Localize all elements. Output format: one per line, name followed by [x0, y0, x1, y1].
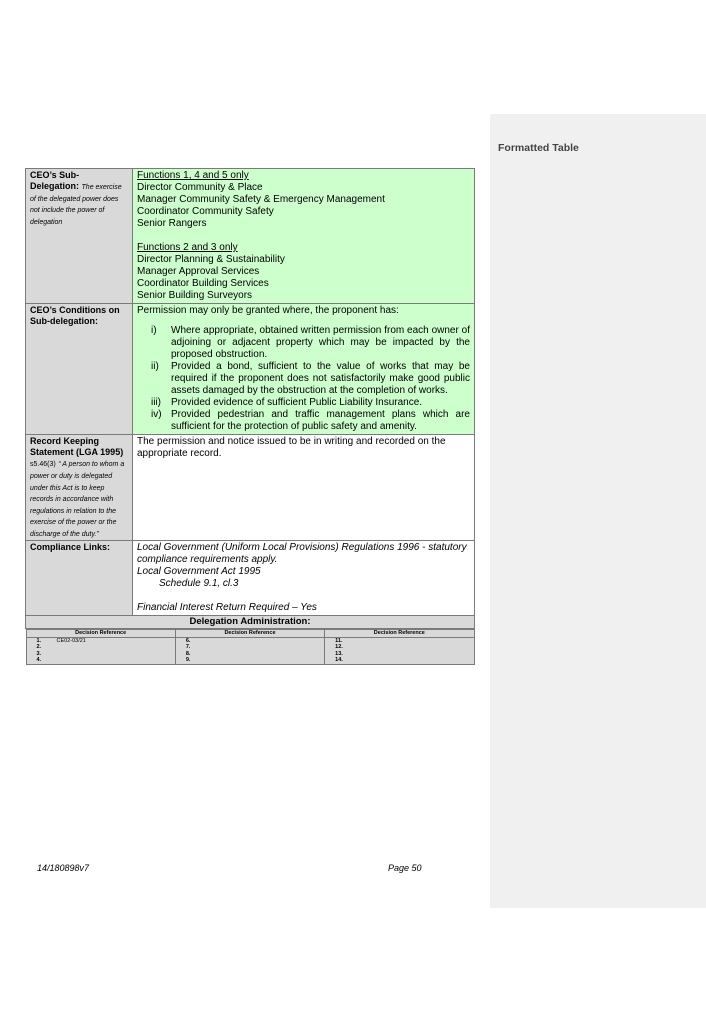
record-keeping-row	[26, 435, 475, 541]
record-keeping-label: Record Keeping Statement (LGA 1995)	[30, 436, 124, 457]
admin-col-header: Decision Reference	[325, 630, 474, 638]
compliance-line: Financial Interest Return Required – Yes	[137, 602, 317, 613]
conditions-intro: Permission may only be granted where, the proponent has:	[137, 305, 399, 316]
condition-item: iv) Provided pedestrian and traffic management plans which are sufficient for the protection of public safety and amenity.	[151, 409, 470, 432]
conditions-value-cell	[133, 304, 475, 435]
group1-item: Manager Community Safety & Emergency Management	[137, 194, 385, 205]
admin-title: Delegation Administration:	[26, 616, 475, 629]
compliance-value-cell	[133, 541, 475, 616]
condition-item: i) Where appropriate, obtained written permission from each owner of adjoining or adjacent property which may be impacted by the proposed obstruction.	[151, 325, 470, 360]
delegation-table	[25, 168, 475, 665]
admin-column-2: 6. 7. 8. 9.	[175, 637, 324, 664]
comment-pane	[490, 114, 706, 908]
group1-item: Senior Rangers	[137, 218, 207, 229]
compliance-label: Compliance Links:	[26, 541, 133, 616]
admin-col-header: Decision Reference	[175, 630, 324, 638]
group2-item: Senior Building Surveyors	[137, 290, 253, 301]
record-keeping-ref: s5.46(3)	[30, 461, 56, 468]
admin-col-header: Decision Reference	[26, 630, 175, 638]
condition-item: iii) Provided evidence of sufficient Public Liability Insurance.	[151, 397, 423, 408]
compliance-line: Local Government Act 1995	[137, 566, 261, 577]
record-keeping-label-cell	[26, 435, 133, 541]
group1-heading: Functions 1, 4 and 5 only	[137, 170, 249, 181]
group2-item: Manager Approval Services	[137, 266, 260, 277]
admin-title-row	[26, 616, 475, 629]
compliance-line: Schedule 9.1, cl.3	[159, 578, 239, 589]
condition-item: ii) Provided a bond, sufficient to the value of works that may be required if the proponent does not satisfactorily make good public assets damaged by the obstruction at the completion of works.	[151, 361, 470, 396]
sub-delegation-value-cell	[133, 169, 475, 304]
footer-doc-ref: 14/180898v7	[37, 863, 90, 873]
admin-table	[26, 629, 475, 665]
admin-row	[26, 629, 475, 665]
sub-delegation-note: The exercise of the delegated power does not include the power of delegation	[30, 184, 122, 226]
sub-delegation-row	[26, 169, 475, 304]
compliance-line: Local Government (Uniform Local Provisions) Regulations 1996 - statutory compliance requirements apply.	[137, 542, 467, 565]
admin-column-3: 11. 12. 13. 14.	[325, 637, 474, 664]
group2-item: Coordinator Building Services	[137, 278, 269, 289]
sub-delegation-label: CEO’s Sub-Delegation:	[30, 170, 80, 191]
sub-delegation-label-cell	[26, 169, 133, 304]
group1-item: Coordinator Community Safety	[137, 206, 274, 217]
conditions-label: CEO’s Conditions on Sub-delegation:	[26, 304, 133, 435]
record-keeping-note: “ A person to whom a power or duty is delegated under this Act is to keep records in accordance with regulations in relation to the exercise of the power or the discharge of the duty.”	[30, 461, 125, 538]
compliance-row	[26, 541, 475, 616]
group2-item: Director Planning & Sustainability	[137, 254, 285, 265]
group1-item: Director Community & Place	[137, 182, 263, 193]
group2-heading: Functions 2 and 3 only	[137, 242, 238, 253]
conditions-list	[137, 325, 470, 433]
record-keeping-value: The permission and notice issued to be in writing and recorded on the appropriate record.	[133, 435, 475, 541]
footer-page-number: Page 50	[388, 863, 422, 873]
admin-column-1: 1. CE02-03/21 2. 3. 4.	[26, 637, 175, 664]
comment-label: Formatted Table	[498, 142, 579, 154]
conditions-row	[26, 304, 475, 435]
